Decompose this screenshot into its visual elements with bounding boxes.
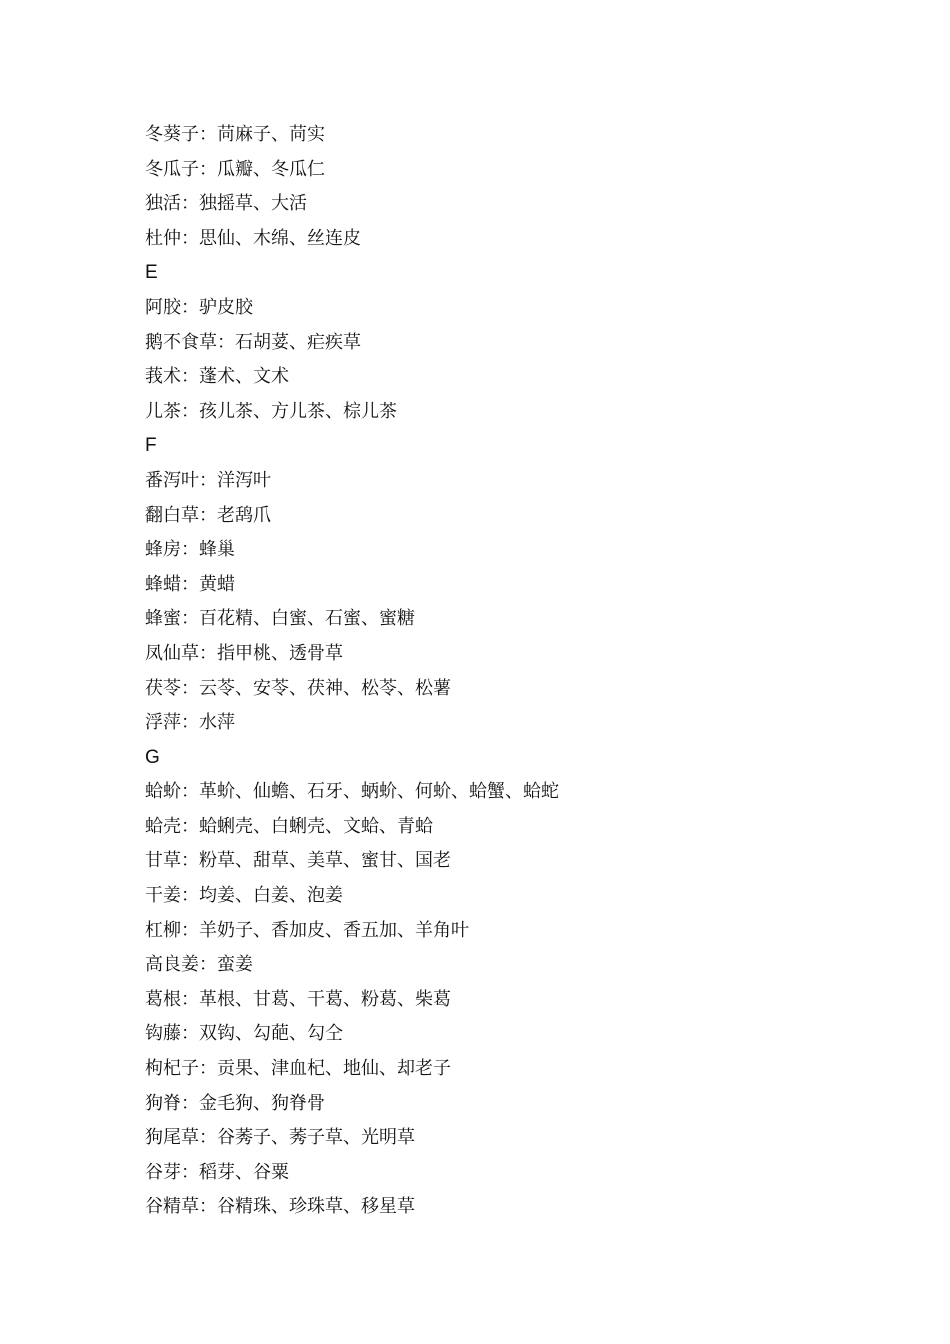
entry-line: 谷芽：稻芽、谷粟	[145, 1161, 289, 1183]
entry-line: 独活：独摇草、大活	[145, 193, 307, 215]
entry-line: 蜂房：蜂巢	[145, 539, 235, 561]
entry-line: 狗脊：金毛狗、狗脊骨	[145, 1092, 325, 1114]
entry-line: 甘草：粉草、甜草、美草、蜜甘、国老	[145, 850, 451, 872]
entry-line: 茯苓：云苓、安苓、茯神、松苓、松薯	[145, 677, 451, 699]
entry-line: 浮萍：水萍	[145, 712, 235, 734]
entry-line: 蛤蚧：革蚧、仙蟾、石牙、蛃蚧、何蚧、蛤蟹、蛤蛇	[145, 781, 559, 803]
entry-line: 阿胶：驴皮胶	[145, 296, 253, 318]
entry-line: 冬葵子：苘麻子、苘实	[145, 124, 325, 145]
entry-line: 凤仙草：指甲桃、透骨草	[145, 642, 343, 664]
entry-line: 蜂蜜：百花精、白蜜、石蜜、蜜糖	[145, 608, 415, 630]
section-letter-heading: E	[145, 262, 158, 284]
entry-line: 蜂蜡：黄蜡	[145, 573, 235, 595]
section-letter-heading: F	[145, 435, 157, 457]
entry-line: 狗尾草：谷莠子、莠子草、光明草	[145, 1127, 415, 1149]
entry-line: 番泻叶：洋泻叶	[145, 469, 271, 491]
entry-line: 钩藤：双钩、勾葩、勾仝	[145, 1023, 343, 1045]
document-page	[145, 118, 905, 1225]
entry-line: 干姜：均姜、白姜、泡姜	[145, 885, 343, 907]
section-letter-heading: G	[145, 746, 160, 768]
entry-line: 枸杞子：贡果、津血杞、地仙、却老子	[145, 1058, 451, 1080]
entry-line: 翻白草：老鸹爪	[145, 504, 271, 526]
entry-line: 蛤壳：蛤蜊壳、白蜊壳、文蛤、青蛤	[145, 815, 433, 837]
entry-line: 谷精草：谷精珠、珍珠草、移星草	[145, 1196, 415, 1218]
entry-line: 葛根：革根、甘葛、干葛、粉葛、柴葛	[145, 988, 451, 1010]
entry-line: 莪术：蓬术、文术	[145, 366, 289, 388]
entry-line: 冬瓜子：瓜瓣、冬瓜仁	[145, 158, 325, 180]
entry-line: 杜仲：思仙、木绵、丝连皮	[145, 227, 361, 249]
entry-line: 儿茶：孩儿茶、方儿茶、棕儿茶	[145, 400, 397, 422]
entry-line: 鹅不食草：石胡荽、疟疾草	[145, 331, 361, 353]
entry-line: 杠柳：羊奶子、香加皮、香五加、羊角叶	[145, 919, 469, 941]
entry-line: 高良姜：蛮姜	[145, 954, 253, 976]
